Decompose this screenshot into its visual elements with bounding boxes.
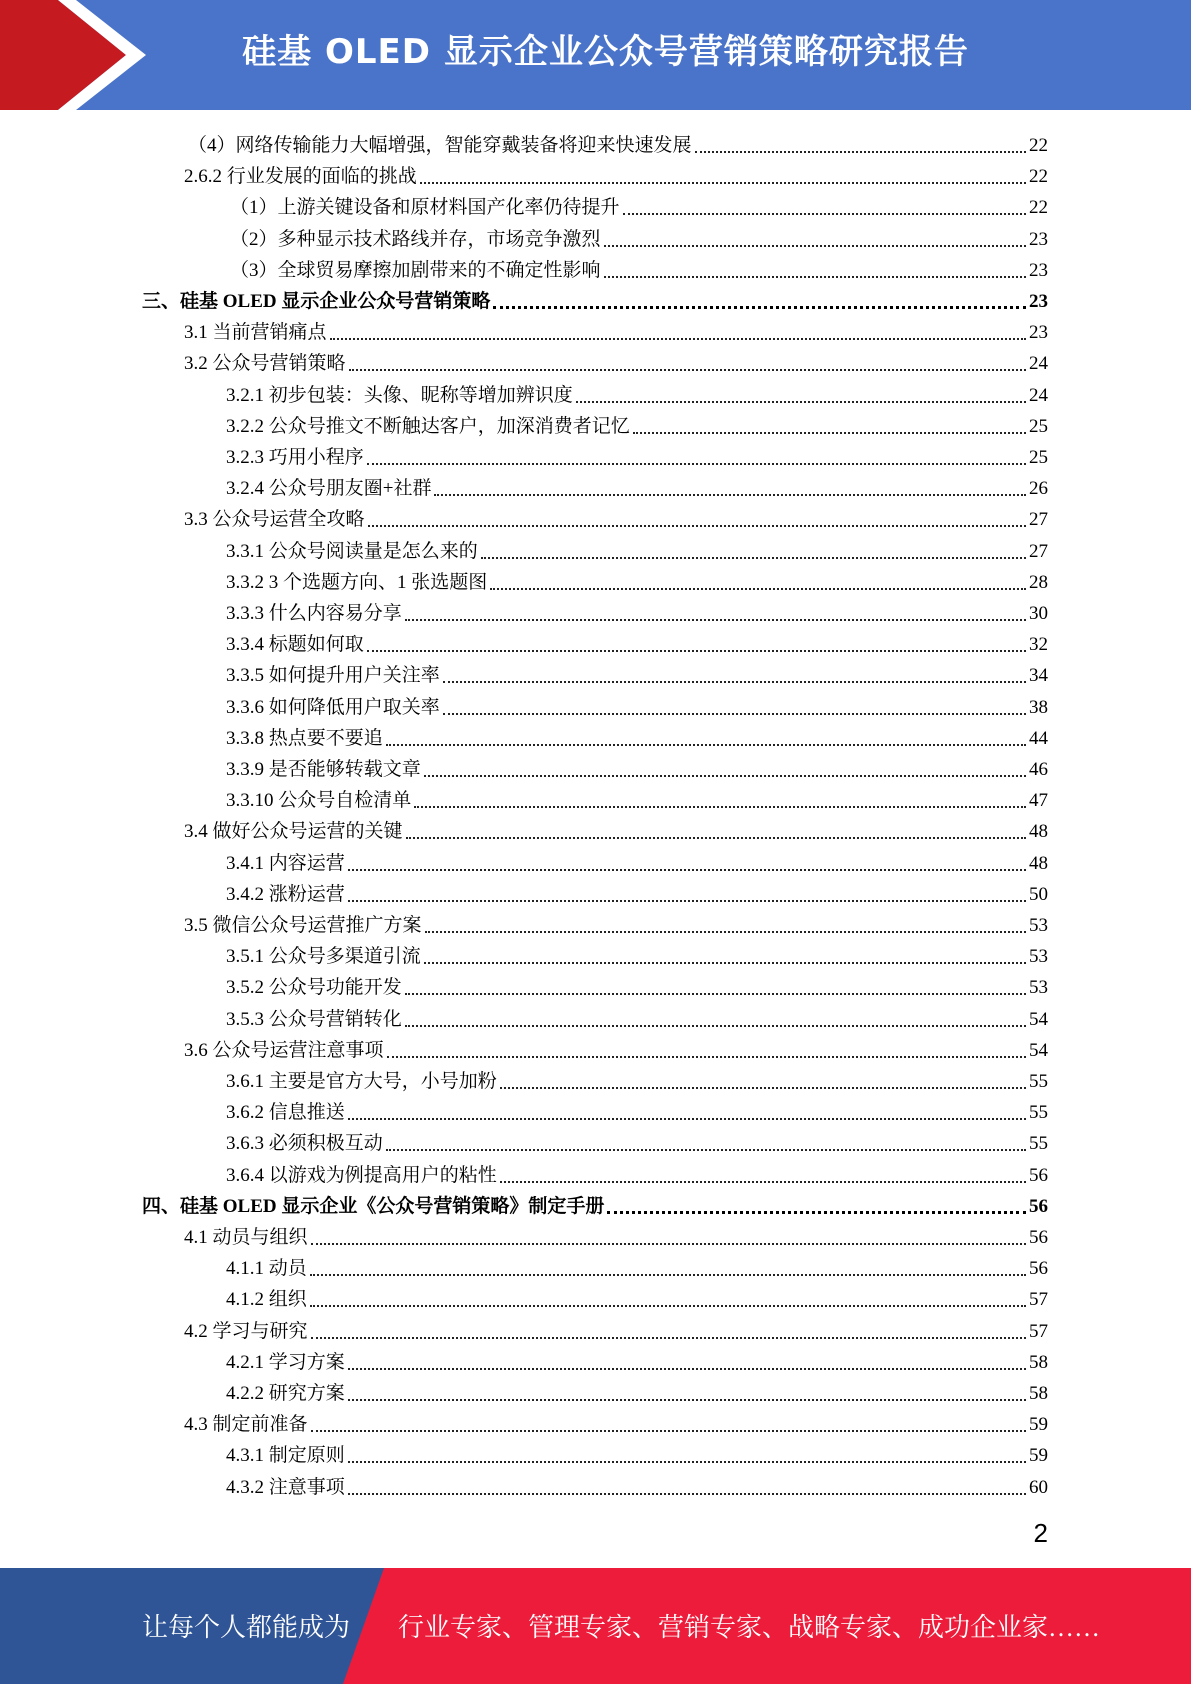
toc-entry[interactable] (226, 969, 1048, 1000)
toc-entry-title: 3.3.6 如何降低用户取关率 (226, 696, 440, 718)
toc-entry[interactable] (184, 345, 1048, 376)
toc-dot-leader (386, 744, 1026, 746)
toc-entry-page-number: 56 (1029, 1227, 1048, 1248)
toc-dot-leader (348, 1118, 1026, 1120)
toc-entry[interactable] (226, 408, 1048, 439)
toc-dot-leader (386, 1149, 1026, 1151)
toc-entry-page-number: 34 (1029, 665, 1048, 687)
toc-dot-leader (311, 1337, 1026, 1339)
toc-entry-title: 3.6.4 以游戏为例提高用户的粘性 (226, 1164, 497, 1186)
toc-dot-leader (311, 1430, 1026, 1432)
toc-entry-title: 3.5.2 公众号功能开发 (226, 977, 402, 999)
toc-entry-page-number: 54 (1029, 1039, 1048, 1061)
toc-entry-page-number: 27 (1029, 509, 1048, 531)
toc-dot-leader (500, 1087, 1026, 1089)
toc-entry-page-number: 27 (1029, 540, 1048, 562)
toc-entry-title: 3.4 做好公众号运营的关键 (184, 821, 403, 843)
toc-dot-leader (607, 1211, 1026, 1214)
toc-entry-title: 3.3.9 是否能够转载文章 (226, 759, 421, 780)
toc-entry-title: 4.2.1 学习方案 (226, 1351, 345, 1373)
toc-entry-title: 3.1 当前营销痛点 (184, 322, 327, 344)
toc-entry[interactable] (226, 595, 1048, 626)
page-footer (0, 1568, 1191, 1684)
toc-entry[interactable] (184, 1313, 1048, 1344)
toc-dot-leader (490, 588, 1026, 590)
toc-entry-title: 3.3.5 如何提升用户关注率 (226, 665, 440, 687)
toc-dot-leader (405, 1025, 1026, 1027)
toc-entry-page-number: 57 (1029, 1320, 1048, 1342)
toc-entry-title: 3.3.4 标题如何取 (226, 634, 364, 656)
toc-entry[interactable] (142, 1188, 1048, 1219)
toc-entry[interactable] (184, 813, 1048, 844)
toc-entry-title: 4.3 制定前准备 (184, 1414, 308, 1436)
toc-dot-leader (424, 962, 1026, 964)
toc-entry-page-number: 22 (1029, 197, 1048, 219)
toc-entry-page-number: 48 (1029, 852, 1048, 874)
toc-dot-leader (500, 1181, 1026, 1183)
toc-entry-page-number: 56 (1029, 1258, 1048, 1280)
toc-entry-page-number: 47 (1029, 790, 1048, 812)
toc-entry-title: 三、硅基 OLED 显示企业公众号营销策略 (142, 291, 491, 312)
toc-entry-page-number: 53 (1029, 977, 1048, 999)
toc-entry-title: 四、硅基 OLED 显示企业《公众号营销策略》制定手册 (142, 1195, 605, 1217)
toc-entry[interactable] (226, 470, 1048, 501)
toc-entry-title: 3.3.10 公众号自检清单 (226, 790, 412, 812)
toc-dot-leader (310, 1305, 1026, 1307)
toc-entry[interactable] (184, 1406, 1048, 1437)
toc-dot-leader (348, 1368, 1026, 1370)
toc-entry-page-number: 22 (1029, 166, 1048, 188)
toc-entry[interactable] (226, 1250, 1048, 1281)
toc-dot-leader (310, 1274, 1026, 1276)
toc-entry-page-number: 24 (1029, 384, 1048, 406)
toc-entry[interactable] (226, 876, 1048, 907)
toc-entry[interactable] (226, 1125, 1048, 1156)
toc-entry-title: 2.6.2 行业发展的面临的挑战 (184, 166, 417, 188)
toc-entry-title: 3.5 微信公众号运营推广方案 (184, 915, 422, 936)
toc-dot-leader (349, 369, 1026, 371)
toc-entry-title: 4.1.2 组织 (226, 1289, 307, 1311)
toc-entry[interactable] (184, 1219, 1048, 1250)
toc-entry-title: （3）全球贸易摩擦加剧带来的不确定性影响 (230, 259, 601, 281)
toc-entry[interactable] (226, 1437, 1048, 1468)
toc-entry[interactable] (226, 626, 1048, 657)
toc-entry[interactable] (230, 221, 1048, 252)
toc-dot-leader (604, 245, 1026, 247)
toc-entry-page-number: 55 (1029, 1133, 1048, 1155)
toc-entry-title: 4.3.1 制定原则 (226, 1445, 345, 1467)
toc-dot-leader (405, 619, 1026, 621)
toc-entry-title: 4.1 动员与组织 (184, 1227, 308, 1248)
toc-entry[interactable] (226, 938, 1048, 969)
toc-entry-page-number: 23 (1029, 322, 1048, 344)
toc-entry-page-number: 60 (1029, 1476, 1048, 1498)
page-header (0, 0, 1191, 110)
toc-entry-title: 3.4.2 涨粉运营 (226, 883, 345, 905)
toc-entry-title: 3.3.8 热点要不要追 (226, 727, 383, 749)
toc-entry-title: （1）上游关键设备和原材料国产化率仍待提升 (230, 197, 620, 219)
footer-slogan-right: 行业专家、管理专家、营销专家、战略专家、成功企业家…… (398, 1613, 1101, 1642)
toc-entry[interactable] (226, 657, 1048, 688)
toc-entry-page-number: 59 (1029, 1445, 1048, 1467)
toc-entry[interactable] (226, 1375, 1048, 1406)
toc-dot-leader (420, 182, 1026, 184)
toc-entry-page-number: 58 (1029, 1351, 1048, 1373)
toc-dot-leader (424, 775, 1026, 777)
toc-dot-leader (330, 338, 1026, 340)
toc-entry-title: 3.2 公众号营销策略 (184, 353, 346, 375)
toc-entry-page-number: 58 (1029, 1383, 1048, 1404)
toc-entry-page-number: 23 (1029, 291, 1048, 312)
toc-dot-leader (348, 900, 1026, 902)
toc-entry[interactable] (184, 907, 1048, 938)
toc-entry[interactable] (226, 533, 1048, 564)
toc-entry[interactable] (226, 689, 1048, 720)
toc-entry-title: 3.3.1 公众号阅读量是怎么来的 (226, 540, 478, 562)
toc-entry-page-number: 54 (1029, 1008, 1048, 1030)
toc-entry-page-number: 55 (1029, 1102, 1048, 1124)
toc-entry-page-number: 23 (1029, 259, 1048, 281)
toc-entry[interactable] (142, 283, 1048, 314)
toc-entry-page-number: 48 (1029, 821, 1048, 843)
toc-dot-leader (481, 557, 1026, 559)
toc-entry[interactable] (230, 189, 1048, 220)
toc-entry-page-number: 28 (1029, 571, 1048, 593)
toc-entry-title: 3.2.3 巧用小程序 (226, 447, 364, 468)
toc-entry[interactable] (226, 377, 1048, 408)
toc-entry-page-number: 56 (1029, 1164, 1048, 1186)
toc-dot-leader (367, 650, 1026, 652)
toc-entry-page-number: 30 (1029, 603, 1048, 624)
toc-entry-page-number: 25 (1029, 447, 1048, 468)
toc-dot-leader (695, 151, 1026, 153)
toc-entry-page-number: 53 (1029, 915, 1048, 936)
toc-entry-title: 3.2.2 公众号推文不断触达客户，加深消费者记忆 (226, 415, 630, 437)
toc-dot-leader (348, 869, 1026, 871)
toc-entry-title: 3.6 公众号运营注意事项 (184, 1039, 384, 1061)
toc-dot-leader (311, 1243, 1026, 1245)
toc-dot-leader (406, 837, 1026, 839)
toc-entry-page-number: 23 (1029, 228, 1048, 250)
toc-entry-title: 3.2.1 初步包装：头像、昵称等增加辨识度 (226, 384, 573, 406)
toc-dot-leader (493, 306, 1026, 309)
toc-entry-page-number: 25 (1029, 415, 1048, 437)
toc-entry[interactable] (226, 751, 1048, 782)
toc-dot-leader (443, 681, 1026, 683)
toc-entry-title: 3.5.1 公众号多渠道引流 (226, 946, 421, 968)
toc-entry[interactable] (226, 1281, 1048, 1312)
toc-entry-title: 3.5.3 公众号营销转化 (226, 1008, 402, 1030)
toc-entry-page-number: 44 (1029, 727, 1048, 749)
toc-entry-title: 3.6.3 必须积极互动 (226, 1133, 383, 1155)
toc-entry[interactable] (226, 1094, 1048, 1125)
toc-entry-title: 4.2.2 研究方案 (226, 1383, 345, 1404)
toc-entry-page-number: 53 (1029, 946, 1048, 968)
toc-entry-title: 3.3.2 3 个选题方向、1 张选题图 (226, 571, 488, 593)
toc-dot-leader (414, 806, 1026, 808)
toc-entry-page-number: 22 (1029, 135, 1048, 156)
toc-entry-title: 3.2.4 公众号朋友圈+社群 (226, 478, 432, 500)
page-number: 2 (1033, 1518, 1048, 1548)
report-title: 硅基 OLED 显示企业公众号营销策略研究报告 (242, 32, 969, 72)
toc-dot-leader (623, 213, 1026, 215)
toc-entry[interactable] (184, 1032, 1048, 1063)
toc-entry[interactable] (226, 1469, 1048, 1500)
toc-dot-leader (405, 993, 1026, 995)
toc-dot-leader (348, 1461, 1026, 1463)
toc-entry-title: 3.3.3 什么内容易分享 (226, 603, 402, 624)
toc-dot-leader (387, 1056, 1026, 1058)
toc-entry[interactable] (226, 720, 1048, 751)
toc-dot-leader (367, 463, 1026, 465)
toc-dot-leader (443, 713, 1026, 715)
toc-entry[interactable] (226, 845, 1048, 876)
toc-entry-title: 3.6.1 主要是官方大号，小号加粉 (226, 1071, 497, 1092)
toc-entry[interactable] (226, 564, 1048, 595)
toc-entry-page-number: 56 (1029, 1195, 1048, 1217)
toc-entry-title: 3.4.1 内容运营 (226, 852, 345, 874)
toc-entry-title: 4.2 学习与研究 (184, 1320, 308, 1342)
toc-entry-page-number: 55 (1029, 1071, 1048, 1092)
toc-entry[interactable] (184, 501, 1048, 532)
toc-entry[interactable] (226, 439, 1048, 470)
toc-entry-title: 4.3.2 注意事项 (226, 1476, 345, 1498)
toc-entry-page-number: 32 (1029, 634, 1048, 656)
toc-entry-page-number: 57 (1029, 1289, 1048, 1311)
toc-entry-page-number: 26 (1029, 478, 1048, 500)
toc-dot-leader (425, 931, 1026, 933)
toc-entry[interactable] (230, 252, 1048, 283)
toc-entry-page-number: 38 (1029, 696, 1048, 718)
toc-entry[interactable] (184, 314, 1048, 345)
toc-dot-leader (368, 525, 1026, 527)
toc-dot-leader (604, 276, 1026, 278)
toc-entry-title: 3.3 公众号运营全攻略 (184, 509, 365, 531)
toc-entry-title: 4.1.1 动员 (226, 1258, 307, 1280)
toc-entry[interactable] (226, 1001, 1048, 1032)
toc-dot-leader (633, 432, 1026, 434)
footer-slogan-left: 让每个人都能成为 (142, 1613, 351, 1642)
toc-entry[interactable] (226, 1157, 1048, 1188)
toc-entry-title: 3.6.2 信息推送 (226, 1102, 345, 1124)
toc-dot-leader (348, 1493, 1026, 1495)
toc-entry-title: （4）网络传输能力大幅增强，智能穿戴装备将迎来快速发展 (188, 135, 692, 156)
toc-dot-leader (576, 401, 1026, 403)
toc-entry[interactable] (226, 782, 1048, 813)
toc-entry-page-number: 59 (1029, 1414, 1048, 1436)
toc-entry[interactable] (188, 127, 1048, 158)
toc-entry-title: （2）多种显示技术路线并存，市场竞争激烈 (230, 228, 601, 250)
toc-entry-page-number: 24 (1029, 353, 1048, 375)
toc-entry[interactable] (226, 1063, 1048, 1094)
toc-entry-page-number: 46 (1029, 759, 1048, 780)
toc-dot-leader (434, 494, 1026, 496)
toc-entry[interactable] (226, 1344, 1048, 1375)
toc-entry-page-number: 50 (1029, 883, 1048, 905)
toc-entry[interactable] (184, 158, 1048, 189)
toc-dot-leader (348, 1399, 1026, 1401)
